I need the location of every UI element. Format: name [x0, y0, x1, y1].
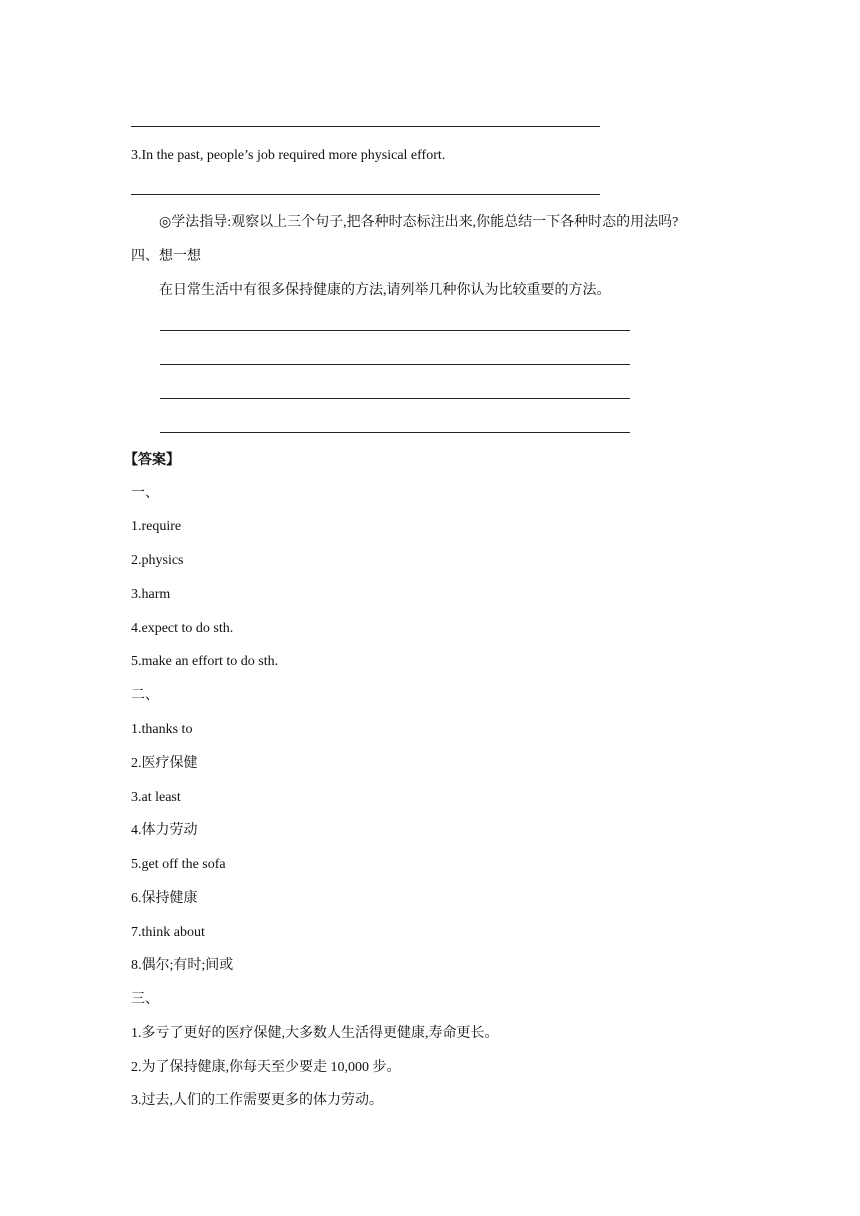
answers-heading: 【答案】 — [124, 453, 180, 468]
sentence-3: 3.In the past, people’s job required more physical effort. — [131, 148, 446, 163]
writing-line[interactable] — [160, 330, 630, 331]
writing-line[interactable] — [160, 364, 630, 365]
answer-item: 5.make an effort to do sth. — [131, 654, 279, 669]
answer-item: 5.get off the sofa — [131, 857, 226, 872]
answer-item: 4.体力劳动 — [131, 823, 198, 838]
answer-item: 1.thanks to — [131, 722, 193, 737]
answer-item: 8.偶尔;有时;间或 — [131, 958, 234, 973]
answer-item: 2.医疗保健 — [131, 756, 198, 771]
answer-item: 6.保持健康 — [131, 891, 198, 906]
answer-blank-line[interactable] — [131, 194, 600, 195]
answers-part-two-heading: 二、 — [131, 688, 159, 703]
answer-item: 7.think about — [131, 925, 205, 940]
answer-blank-line[interactable] — [131, 126, 600, 127]
answer-item: 4.expect to do sth. — [131, 621, 234, 636]
answer-item: 2.为了保持健康,你每天至少要走 10,000 步。 — [131, 1060, 401, 1075]
answers-part-one-heading: 一、 — [131, 486, 159, 501]
answer-item: 3.at least — [131, 790, 181, 805]
section-four-heading: 四、想一想 — [131, 249, 201, 264]
writing-line[interactable] — [160, 432, 630, 433]
answers-part-three-heading: 三、 — [131, 992, 159, 1007]
writing-line[interactable] — [160, 398, 630, 399]
answer-item: 3.harm — [131, 587, 171, 602]
answer-item: 1.多亏了更好的医疗保健,大多数人生活得更健康,寿命更长。 — [131, 1026, 499, 1041]
answer-item: 1.require — [131, 519, 182, 534]
study-tip: ◎学法指导:观察以上三个句子,把各种时态标注出来,你能总结一下各种时态的用法吗? — [159, 215, 679, 230]
section-four-prompt: 在日常生活中有很多保持健康的方法,请列举几种你认为比较重要的方法。 — [159, 283, 611, 298]
answer-item: 2.physics — [131, 553, 184, 568]
answer-item: 3.过去,人们的工作需要更多的体力劳动。 — [131, 1093, 383, 1108]
